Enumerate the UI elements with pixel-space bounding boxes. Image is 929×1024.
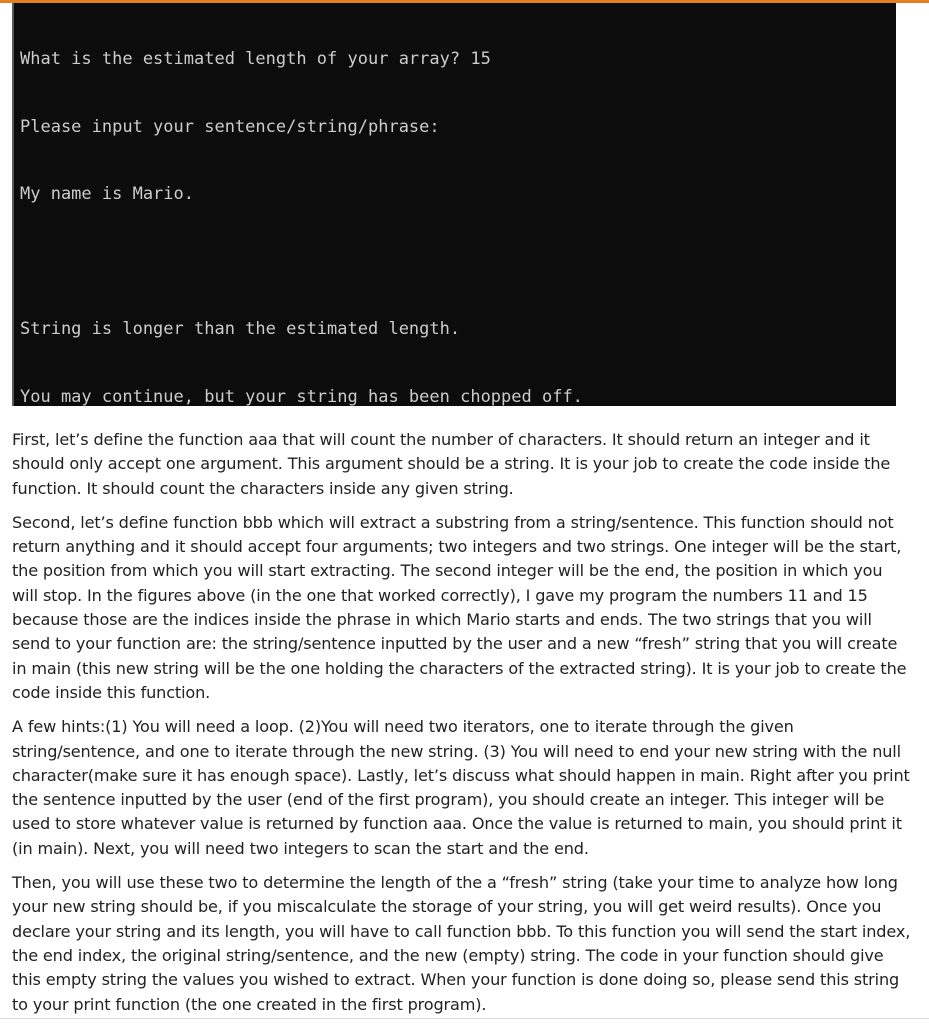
instructions-text: [12, 428, 912, 1024]
paragraph-hints: A few hints:(1) You will need a loop. (2)You will need two iterators, one to iterate through the given string/sentence, and one to iterate through the new string. (3) You will need to end your new string with the null character(make sure it has enough space). Lastly, let’s discuss what should happen in main. Right after you print the sentence inputted by the user (end of the first program), you should create an integer. This integer will be used to store whatever value is returned by function aaa. Once the value is returned to main, you should print it (in main). Next, you will need two integers to scan the start and the end.: [12, 717, 910, 858]
paragraph-main-steps: Then, you will use these two to determine the length of the a “fresh” string (take your time to analyze how long your new string should be, if you miscalculate the storage of your string, you will get weird results). Once you declare your string and its length, you will have to call function bbb. To this function you will send the start index, the end index, the original string/sentence, and the new (empty) string. The code in your function should give this empty string the values you wished to extract. When your function is done doing so, please send this string to your print function (the one created in the first program).: [12, 873, 911, 1014]
terminal-line: [20, 251, 896, 274]
terminal-line: String is longer than the estimated length.: [20, 319, 461, 339]
terminal-line: My name is Mario.: [20, 184, 194, 204]
bottom-divider: [0, 1018, 929, 1019]
paragraph-function-aaa: First, let’s define the function aaa that will count the number of characters. It should return an integer and it should only accept one argument. This argument should be a string. It is your job to create the code inside the function. It should count the characters inside any given string.: [12, 430, 891, 498]
terminal-line: Please input your sentence/string/phrase:: [20, 116, 440, 137]
terminal-line: What is the estimated length of your array? 15: [20, 49, 491, 69]
terminal-output: [12, 3, 896, 406]
terminal-line: You may continue, but your string has been chopped off.: [20, 386, 583, 406]
paragraph-function-bbb: Second, let’s define function bbb which will extract a substring from a string/sentence. This function should not return anything and it should accept four arguments; two integers and two strings. One integer will be the start, the position from which you will start extracting. The second integer will be the end, the position in which you will stop. In the figures above (in the one that worked correctly), I gave my program the numbers 11 and 15 because those are the indices inside the phrase in which Mario starts and ends. The two strings that you will send to your function are: the string/sentence inputted by the user and a new “fresh” string that you will create in main (this new string will be the one holding the characters of the extracted string). It is your job to create the code inside this function.: [12, 512, 907, 702]
